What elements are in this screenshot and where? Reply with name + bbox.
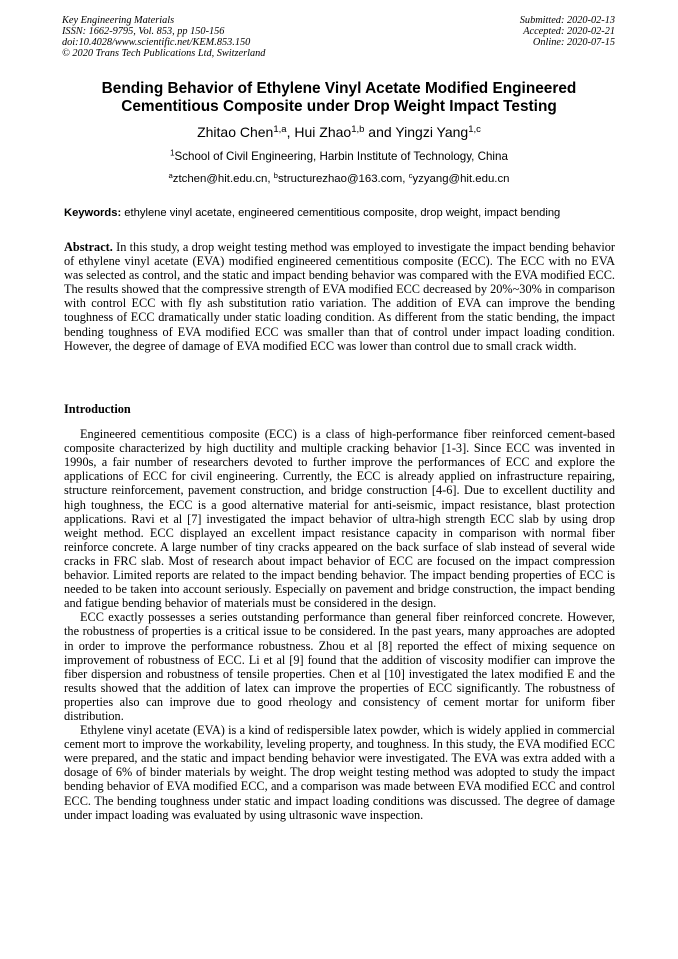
email-a[interactable]: ztchen@hit.edu.cn, <box>172 173 274 185</box>
issn: ISSN: 1662-9795, Vol. 853, pp 150-156 <box>62 26 225 37</box>
title-line-2: Cementitious Composite under Drop Weight Impact Testing <box>121 98 557 115</box>
keywords-label: Keywords: <box>64 207 122 219</box>
submitted-date: Submitted: 2020-02-13 <box>519 15 615 26</box>
intro-paragraph-2: ECC exactly possesses a series outstanding performance than general fiber reinforced concrete. However, the robustness of properties is a critical issue to be considered. In the past years, many approaches are adopted in order to improve the performance robustness. Zhou et al [8] reported the effect of mixing sequence on improvement of robustness of ECC. Li et al [9] found that the addition of viscosity modifier can improve the fiber dispersion and robustness of tensile properties. Chen et al [10] investigated the latex modified E and the results showed that the addition of latex can improve the properties of ECC significantly. The robustness of properties also can improve due to good rheology and consistency of cement mortar for uniform fiber distribution. <box>64 610 615 723</box>
introduction-heading: Introduction <box>64 402 131 416</box>
author-list <box>40 124 638 141</box>
email-b-sup: b <box>273 170 278 180</box>
author-1: Zhitao Chen <box>197 124 274 140</box>
journal-header <box>62 15 265 59</box>
introduction-section <box>64 402 615 822</box>
keywords-text: ethylene vinyl acetate, engineered cementitious composite, drop weight, impact bending <box>121 207 561 219</box>
author-sep-2: and <box>364 124 396 140</box>
copyright: © 2020 Trans Tech Publications Ltd, Switzerland <box>62 48 266 59</box>
email-b[interactable]: structurezhao@163.com, <box>277 173 409 185</box>
email-list <box>40 172 638 186</box>
abstract <box>64 240 615 353</box>
email-a-sup: a <box>168 170 173 180</box>
title-line-1: Bending Behavior of Ethylene Vinyl Acetate Modified Engineered <box>101 80 577 97</box>
author-3-affil: 1,c <box>468 123 481 135</box>
author-2: Hui Zhao <box>294 124 352 140</box>
affiliation-text: School of Civil Engineering, Harbin Institute of Technology, China <box>174 150 508 163</box>
author-1-affil: 1,a <box>273 123 287 135</box>
email-c-sup: c <box>408 170 413 180</box>
paper-title <box>40 80 638 116</box>
email-c[interactable]: yzyang@hit.edu.cn <box>412 173 510 185</box>
author-sep-1: , <box>286 124 295 140</box>
author-3: Yingzi Yang <box>395 124 469 140</box>
keywords <box>64 206 620 220</box>
dates-header <box>520 15 615 48</box>
intro-paragraph-1: Engineered cementitious composite (ECC) is a class of high-performance fiber reinforced cement-based composite characterized by high ductility and multiple cracking behavior [1-3]. Since ECC was invented in 1990s, a fair number of researchers devoted to further improve the performances of ECC and explore the applications of ECC for civil engineering. Currently, the ECC is already applied on infrastructure repairing, structure reinforcement, pavement construction, and bridge construction [4-6]. Due to excellent ductility and high toughness, the ECC is a good alternative material for anti-seismic, impact resistance, blast protection applications. Ravi et al [7] investigated the impact behavior of ultra-high strength ECC slab by using drop weight method. ECC displayed an excellent impact resistance capacity in comparison with normal fiber reinforce concrete. A large number of tiny cracks appeared on the back surface of slab instead of several wide cracks in FRC slab. Most of research about impact behavior of ECC are focused on the impact compression behavior. Limited reports are related to the impact bending behavior. The impact bending properties of ECC is needed to be taken into account seriously. Especially on pavement and bridge construction, the impact bending and fatigue bending behavior of materials must be considered in the design. <box>64 427 615 611</box>
online-date: Online: 2020-07-15 <box>532 37 615 48</box>
abstract-label: Abstract. <box>64 240 113 254</box>
affiliation <box>40 150 638 164</box>
doi: doi:10.4028/www.scientific.net/KEM.853.150 <box>62 37 251 48</box>
affiliation-sup: 1 <box>170 148 175 158</box>
intro-paragraph-3: Ethylene vinyl acetate (EVA) is a kind of redispersible latex powder, which is widely applied in commercial cement mort to improve the workability, leveling property, and toughness. In this study, the EVA modified ECC were prepared, and the static and impact bending behavior were investigated. The EVA was extra added with a dosage of 6% of binder materials by weight. The drop weight testing method was adopted to study the impact bending behavior of EVA modified ECC, and a comparison was made between EVA modified ECC and control ECC. The bending toughness under static and impact loading conditions was discussed. The degree of damage under impact loading was evaluated by using ultrasonic wave inspection. <box>64 723 615 822</box>
author-2-affil: 1,b <box>351 123 365 135</box>
journal-name: Key Engineering Materials <box>62 15 175 26</box>
abstract-text: In this study, a drop weight testing method was employed to investigate the impact bending behavior of ethylene vinyl acetate (EVA) modified engineered cementitious composite (ECC). The ECC with no EVA was selected as control, and the static and impact bending behavior was compared with the EVA modified ECC. The results showed that the compressive strength of EVA modified ECC decreased by 20%~30% in comparison with control ECC with fly ash substitution ratio variation. The addition of EVA can improve the bending toughness of ECC dramatically under static loading condition. As different from the static bending, the impact bending toughness of EVA modified ECC was smaller than that of control under impact loading condition. However, the degree of damage of EVA modified ECC was lower than control due to small crack width. <box>64 240 615 353</box>
accepted-date: Accepted: 2020-02-21 <box>523 26 615 37</box>
